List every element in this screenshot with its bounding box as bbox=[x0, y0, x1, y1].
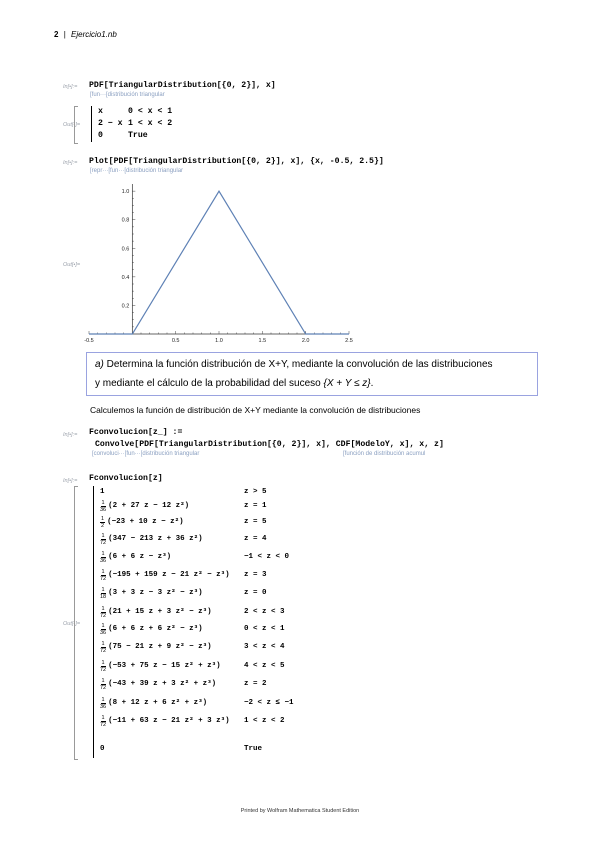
piecewise-expr: (6 + 6 z − z³) bbox=[108, 553, 172, 561]
pdf-plot[interactable] bbox=[80, 176, 360, 348]
cdf-call: CDF[ModeloY, x], x, z] bbox=[335, 440, 444, 449]
cell-bracket-1[interactable] bbox=[74, 106, 78, 144]
piecewise-expr: (−195 + 159 z − 21 z² − z³) bbox=[108, 571, 230, 579]
piecewise-expr: 0 bbox=[98, 131, 103, 140]
piecewise-expr: (−11 + 63 z − 21 z² + 3 z³) bbox=[108, 717, 230, 725]
fraction-numerator: 1 bbox=[101, 640, 105, 647]
piecewise-row bbox=[100, 586, 300, 600]
fraction-numerator: 1 bbox=[101, 605, 105, 612]
piecewise-cond: z = 3 bbox=[244, 571, 267, 579]
coefficient-fraction bbox=[100, 569, 106, 582]
exercise-event: {X + Y ≤ z} bbox=[323, 378, 371, 389]
fraction-denominator: 36 bbox=[100, 506, 107, 513]
piecewise-expr: 1 bbox=[100, 488, 105, 496]
fraction-numerator: 1 bbox=[101, 714, 105, 721]
coefficient-fraction bbox=[100, 587, 106, 600]
piecewise-row bbox=[100, 532, 300, 546]
piecewise-expr: 0 bbox=[100, 745, 105, 753]
exercise-textbox[interactable] bbox=[86, 352, 538, 396]
piecewise-expr: (3 + 3 z − 3 z² − z³) bbox=[108, 589, 203, 597]
coefficient-fraction bbox=[100, 660, 106, 673]
header-separator: | bbox=[63, 30, 66, 39]
piecewise-row bbox=[100, 499, 300, 513]
fraction-denominator: 72 bbox=[100, 612, 107, 619]
exercise-part-label: a) bbox=[95, 359, 104, 370]
function-hint-3: [convoluci···[fun···[distribución triangular bbox=[92, 451, 200, 457]
piecewise-expr: x bbox=[98, 107, 103, 116]
piecewise-cond: 4 < z < 5 bbox=[244, 662, 285, 670]
y-tick-label: 0.2 bbox=[121, 303, 130, 310]
fraction-numerator: 1 bbox=[101, 515, 105, 522]
piecewise-brace-4 bbox=[93, 486, 94, 758]
pdf-series-line bbox=[89, 191, 349, 334]
piecewise-expr: (75 − 21 z + 9 z² − z³) bbox=[108, 643, 212, 651]
function-hint-2: [repr···[fun···[distribución triangular bbox=[90, 168, 184, 174]
explanation-text: Calculemos la función de distribución de X+Y mediante la convolución de distribuciones bbox=[90, 405, 421, 415]
coefficient-fraction bbox=[100, 500, 106, 513]
exercise-line-1: Determina la función distribución de X+Y, mediante la convolución de las distribuciones bbox=[103, 359, 493, 370]
in-label-2: In[•]:= bbox=[63, 160, 78, 166]
piecewise-cond: z = 4 bbox=[244, 535, 267, 543]
x-tick-label: -0.5 bbox=[84, 338, 94, 344]
x-tick-label: 1.0 bbox=[215, 338, 223, 344]
fraction-denominator: 2 bbox=[101, 522, 105, 529]
x-tick-label: 1.5 bbox=[258, 338, 267, 344]
fraction-denominator: 36 bbox=[100, 557, 107, 564]
fraction-denominator: 72 bbox=[100, 684, 107, 691]
piecewise-row bbox=[100, 515, 300, 529]
definition-line-2[interactable] bbox=[95, 440, 444, 449]
in-label-3: In[•]:= bbox=[63, 432, 78, 438]
out-label-2: Out[•]= bbox=[63, 262, 81, 268]
piecewise-brace-1 bbox=[91, 106, 92, 142]
function-hint-1: [fun···[distribución triangular bbox=[90, 92, 165, 98]
coefficient-fraction bbox=[100, 641, 106, 654]
fraction-numerator: 1 bbox=[101, 550, 105, 557]
cell-bracket-4[interactable] bbox=[74, 486, 78, 760]
fraction-denominator: 18 bbox=[100, 593, 107, 600]
fraction-numerator: 1 bbox=[101, 677, 105, 684]
piecewise-expr: 2 − x bbox=[98, 119, 123, 128]
piecewise-cond: 2 < z < 3 bbox=[244, 608, 285, 616]
piecewise-expr: (−23 + 10 z − z²) bbox=[107, 518, 184, 526]
piecewise-cond: z = 5 bbox=[244, 518, 267, 526]
piecewise-expr: (21 + 15 z + 3 z² − z³) bbox=[108, 608, 212, 616]
in-label-4: In[•]:= bbox=[63, 478, 78, 484]
coefficient-fraction bbox=[100, 533, 106, 546]
fraction-denominator: 72 bbox=[100, 647, 107, 654]
y-tick-label: 0.8 bbox=[121, 217, 130, 224]
piecewise-cond: 3 < z < 4 bbox=[244, 643, 285, 651]
piecewise-cond: 1 < x < 2 bbox=[128, 119, 173, 128]
fraction-denominator: 72 bbox=[100, 666, 107, 673]
in-label-1: In[•]:= bbox=[63, 84, 78, 90]
fraction-denominator: 72 bbox=[100, 575, 107, 582]
piecewise-expr: (8 + 12 z + 6 z² + z³) bbox=[108, 699, 208, 707]
piecewise-cond: 1 < z < 2 bbox=[244, 717, 285, 725]
fraction-numerator: 1 bbox=[101, 696, 105, 703]
piecewise-cond: z > 5 bbox=[244, 488, 267, 496]
out-label-4: Out[•]= bbox=[63, 621, 81, 627]
function-hint-4: [función de distribución acumul bbox=[343, 451, 426, 457]
piecewise-row bbox=[100, 485, 300, 499]
piecewise-expr: (−43 + 39 z + 3 z² + z³) bbox=[108, 680, 217, 688]
coefficient-fraction bbox=[100, 551, 106, 564]
fraction-denominator: 72 bbox=[100, 721, 107, 728]
fraction-numerator: 1 bbox=[101, 622, 105, 629]
piecewise-cond: True bbox=[128, 131, 148, 140]
piecewise-cond: z = 2 bbox=[244, 680, 267, 688]
input-cell-plot[interactable]: Plot[PDF[TriangularDistribution[{0, 2}], x], {x, -0.5, 2.5}] bbox=[89, 157, 384, 166]
y-tick-label: 1.0 bbox=[121, 189, 130, 196]
piecewise-row bbox=[100, 568, 300, 582]
coefficient-fraction bbox=[100, 697, 106, 710]
x-tick-label: 2.0 bbox=[301, 338, 310, 344]
coefficient-fraction bbox=[100, 715, 106, 728]
piecewise-row bbox=[100, 742, 300, 756]
piecewise-cond: −2 < z ≤ −1 bbox=[244, 699, 294, 707]
x-tick-label: 2.5 bbox=[345, 338, 353, 344]
print-footer: Printed by Wolfram Mathematica Student Edition bbox=[240, 808, 360, 814]
exercise-line-2-end: . bbox=[370, 378, 374, 389]
out-label-1: Out[•]= bbox=[63, 122, 81, 128]
y-tick-label: 0.6 bbox=[121, 246, 130, 253]
fraction-denominator: 36 bbox=[100, 703, 107, 710]
x-tick-label: 0.5 bbox=[171, 338, 180, 344]
fraction-denominator: 72 bbox=[100, 539, 107, 546]
piecewise-expr: (6 + 6 z + 6 z² − z³) bbox=[108, 625, 203, 633]
fraction-numerator: 1 bbox=[101, 499, 105, 506]
piecewise-row bbox=[100, 677, 300, 691]
input-cell-fconvolucion[interactable]: Fconvolucion[z] bbox=[89, 474, 163, 483]
y-tick-label: 0.4 bbox=[121, 274, 130, 281]
page-header bbox=[54, 30, 117, 39]
coefficient-fraction bbox=[100, 516, 105, 529]
convolve-call: Convolve[PDF[TriangularDistribution[{0, 2}], x], bbox=[95, 440, 336, 449]
exercise-line-2: y mediante el cálculo de la probabilidad del suceso bbox=[95, 378, 324, 389]
fraction-numerator: 1 bbox=[101, 659, 105, 666]
input-cell-pdf[interactable]: PDF[TriangularDistribution[{0, 2}], x] bbox=[89, 81, 276, 90]
piecewise-cond: 0 < x < 1 bbox=[128, 107, 173, 116]
fraction-numerator: 1 bbox=[101, 586, 105, 593]
piecewise-expr: (347 − 213 z + 36 z²) bbox=[108, 535, 203, 543]
piecewise-cond: 0 < z < 1 bbox=[244, 625, 285, 633]
coefficient-fraction bbox=[100, 606, 106, 619]
piecewise-cond: z = 0 bbox=[244, 589, 267, 597]
piecewise-expr: (2 + 27 z − 12 z²) bbox=[108, 502, 190, 510]
piecewise-cond: −1 < z < 0 bbox=[244, 553, 290, 561]
fraction-numerator: 1 bbox=[101, 568, 105, 575]
notebook-filename: Ejercicio1.nb bbox=[71, 30, 117, 39]
page-number: 2 bbox=[54, 30, 59, 39]
coefficient-fraction bbox=[100, 678, 106, 691]
definition-line-1[interactable]: Fconvolucion[z_] := bbox=[89, 428, 183, 437]
fraction-numerator: 1 bbox=[101, 532, 105, 539]
piecewise-expr: (−53 + 75 z − 15 z² + z³) bbox=[108, 662, 221, 670]
fraction-denominator: 36 bbox=[100, 629, 107, 636]
piecewise-cond: z = 1 bbox=[244, 502, 267, 510]
coefficient-fraction bbox=[100, 623, 106, 636]
piecewise-cond: True bbox=[244, 745, 263, 753]
